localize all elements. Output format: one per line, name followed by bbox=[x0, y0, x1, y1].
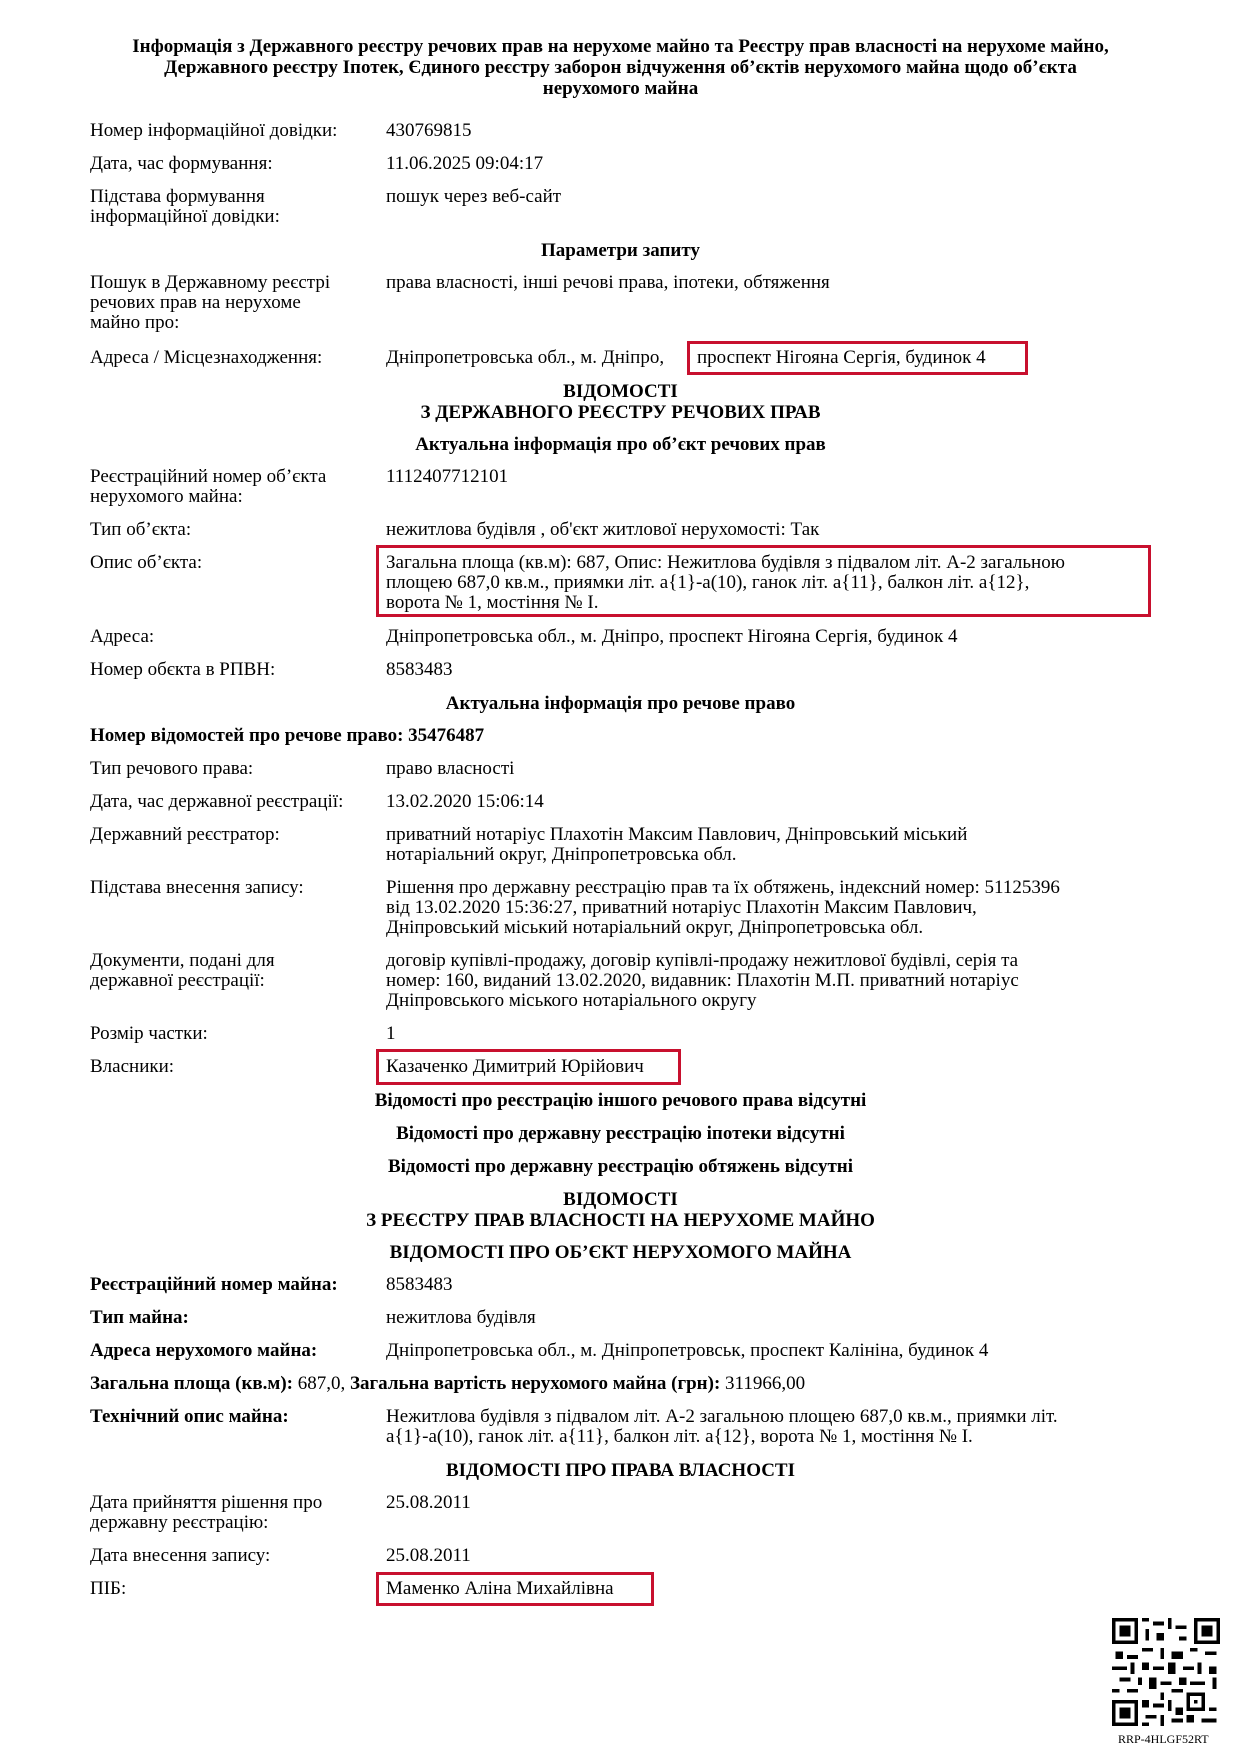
right-number-label: Номер відомостей про речове право: 35476487 bbox=[90, 725, 485, 746]
qr-code-icon bbox=[1112, 1618, 1220, 1726]
document-code: RRP-4HLGF52RT bbox=[1118, 1732, 1209, 1746]
info-number-label: Номер інформаційної довідки: bbox=[90, 120, 338, 141]
own-address-label: Адреса нерухомого майна: bbox=[90, 1340, 318, 1361]
registry-rpvn-value: 8583483 bbox=[386, 659, 453, 680]
own-reg-value: 8583483 bbox=[386, 1274, 453, 1295]
query-address-value-part1: Дніпропетровська обл., м. Дніпро, bbox=[386, 347, 665, 368]
registry-subtitle: Актуальна інформація про об’єкт речових прав bbox=[415, 434, 826, 455]
own-area-cost-line bbox=[90, 1374, 1160, 1394]
right-basis-label: Підстава внесення запису: bbox=[90, 877, 304, 898]
right-date-value: 13.02.2020 15:06:14 bbox=[386, 791, 544, 812]
info-basis-value: пошук через веб-сайт bbox=[386, 186, 562, 207]
highlight-box-name bbox=[376, 1572, 654, 1606]
highlight-box-owner bbox=[376, 1049, 681, 1085]
registry-reg-number-value: 1112407712101 bbox=[386, 466, 509, 487]
right-type-label: Тип речового права: bbox=[90, 758, 254, 779]
right-basis-value: Рішення про державну реєстрацію прав та їх обтяжень, індексний номер: 51125396 від 13.02.2020 15:36:27, приватний нотаріус Плахотін Максим Павлович, Дніпровський міський нотаріальний округ, Дніпропетровська обл. bbox=[386, 877, 1060, 938]
right-owners-label: Власники: bbox=[90, 1056, 175, 1077]
registry-type-label: Тип об’єкта: bbox=[90, 519, 192, 540]
right-share-label: Розмір частки: bbox=[90, 1023, 208, 1044]
document-header bbox=[80, 36, 1161, 99]
info-number-value: 430769815 bbox=[386, 120, 472, 141]
registry-address-label: Адреса: bbox=[90, 626, 155, 647]
own-entry-label: Дата внесення запису: bbox=[90, 1545, 271, 1566]
right-share-value: 1 bbox=[386, 1023, 396, 1044]
own-type-value: нежитлова будівля bbox=[386, 1307, 536, 1328]
own-reg-label: Реєстраційний номер майна: bbox=[90, 1274, 338, 1295]
registry-reg-number-label: Реєстраційний номер об’єкта нерухомого майна: bbox=[90, 466, 327, 507]
info-basis-label: Підстава формування інформаційної довідки: bbox=[90, 186, 280, 227]
own-tech-label: Технічний опис майна: bbox=[90, 1406, 289, 1427]
own-tech-value: Нежитлова будівля з підвалом літ. А-2 загальною площею 687,0 кв.м., приямки літ. а{1}-а(10), ганок літ. а{11}, балкон літ. а{12}, ворота № 1, мостіння № І. bbox=[386, 1406, 1058, 1447]
right-type-value: право власності bbox=[386, 758, 515, 779]
ownership-registry-title: ВІДОМОСТІ З РЕЄСТРУ ПРАВ ВЛАСНОСТІ НА НЕРУХОМЕ МАЙНО bbox=[366, 1189, 875, 1231]
own-cost-value: 311966,00 bbox=[725, 1373, 806, 1394]
query-address-label: Адреса / Місцезнаходження: bbox=[90, 347, 323, 368]
own-name-value: Маменко Аліна Михайлівна bbox=[386, 1578, 614, 1599]
registry-desc-label: Опис об’єкта: bbox=[90, 552, 203, 573]
right-date-label: Дата, час державної реєстрації: bbox=[90, 791, 344, 812]
header-line-2: Державного реєстру Іпотек, Єдиного реєстру заборон відчуження об’єктів нерухомого майна щодо об’єкта bbox=[164, 57, 1077, 78]
registry-address-value: Дніпропетровська обл., м. Дніпро, проспект Нігояна Сергія, будинок 4 bbox=[386, 626, 958, 647]
own-type-label: Тип майна: bbox=[90, 1307, 189, 1328]
own-decision-value: 25.08.2011 bbox=[386, 1492, 471, 1513]
query-title: Параметри запиту bbox=[541, 240, 700, 261]
registry-type-value: нежитлова будівля , об'єкт житлової нерухомості: Так bbox=[386, 519, 820, 540]
info-date-label: Дата, час формування: bbox=[90, 153, 273, 174]
right-docs-value: договір купівлі-продажу, договір купівлі-продажу нежитлової будівлі, серія та номер: 160, виданий 13.02.2020, видавник: Плахотін М.П. приватний нотаріус Дніпровського міського нотаріального округу bbox=[386, 950, 1019, 1011]
own-area-label: Загальна площа (кв.м): bbox=[90, 1373, 294, 1394]
header-line-3: нерухомого майна bbox=[542, 78, 699, 99]
own-name-label: ПІБ: bbox=[90, 1578, 127, 1599]
highlight-box-description bbox=[376, 545, 1151, 617]
absent-encumbrance: Відомості про державну реєстрацію обтяжень відсутні bbox=[387, 1156, 854, 1177]
registry-rpvn-label: Номер обєкта в РПВН: bbox=[90, 659, 276, 680]
right-title: Актуальна інформація про речове право bbox=[445, 693, 796, 714]
registry-title: ВІДОМОСТІ З ДЕРЖАВНОГО РЕЄСТРУ РЕЧОВИХ ПРАВ bbox=[420, 381, 821, 423]
right-docs-label: Документи, подані для державної реєстрації: bbox=[90, 950, 275, 991]
absent-other-right: Відомості про реєстрацію іншого речового права відсутні bbox=[374, 1090, 867, 1111]
own-entry-value: 25.08.2011 bbox=[386, 1545, 471, 1566]
info-date-value: 11.06.2025 09:04:17 bbox=[386, 153, 544, 174]
query-address-value-part2: проспект Нігояна Сергія, будинок 4 bbox=[697, 347, 986, 368]
highlight-box-address bbox=[687, 341, 1028, 375]
right-registrar-label: Державний реєстратор: bbox=[90, 824, 280, 845]
query-search-value: права власності, інші речові права, іпотеки, обтяження bbox=[386, 272, 830, 293]
query-search-label: Пошук в Державному реєстрі речових прав на нерухоме майно про: bbox=[90, 272, 331, 333]
right-registrar-value: приватний нотаріус Плахотін Максим Павлович, Дніпровський міський нотаріальний округ, Дніпропетровська обл. bbox=[386, 824, 968, 865]
own-address-value: Дніпропетровська обл., м. Дніпропетровськ, проспект Калініна, будинок 4 bbox=[386, 1340, 989, 1361]
object-title: ВІДОМОСТІ ПРО ОБ’ЄКТ НЕРУХОМОГО МАЙНА bbox=[389, 1242, 852, 1263]
absent-mortgage: Відомості про державну реєстрацію іпотеки відсутні bbox=[396, 1123, 845, 1144]
own-decision-label: Дата прийняття рішення про державну реєстрацію: bbox=[90, 1492, 323, 1533]
own-area-value: 687,0, bbox=[297, 1373, 346, 1394]
rights-title: ВІДОМОСТІ ПРО ПРАВА ВЛАСНОСТІ bbox=[445, 1460, 795, 1481]
registry-desc-value: Загальна площа (кв.м): 687, Опис: Нежитлова будівля з підвалом літ. А-2 загальною площею 687,0 кв.м., приямки літ. а{1}-а(10), ганок літ. а{11}, балкон літ. а{12}, ворота № 1, мостіння № І. bbox=[386, 552, 1065, 613]
header-line-1: Інформація з Державного реєстру речових прав на нерухоме майно та Реєстру прав власності на нерухоме майно, bbox=[132, 36, 1109, 57]
own-cost-label: Загальна вартість нерухомого майна (грн): bbox=[350, 1373, 721, 1394]
right-owners-value: Казаченко Димитрий Юрійович bbox=[386, 1056, 644, 1077]
